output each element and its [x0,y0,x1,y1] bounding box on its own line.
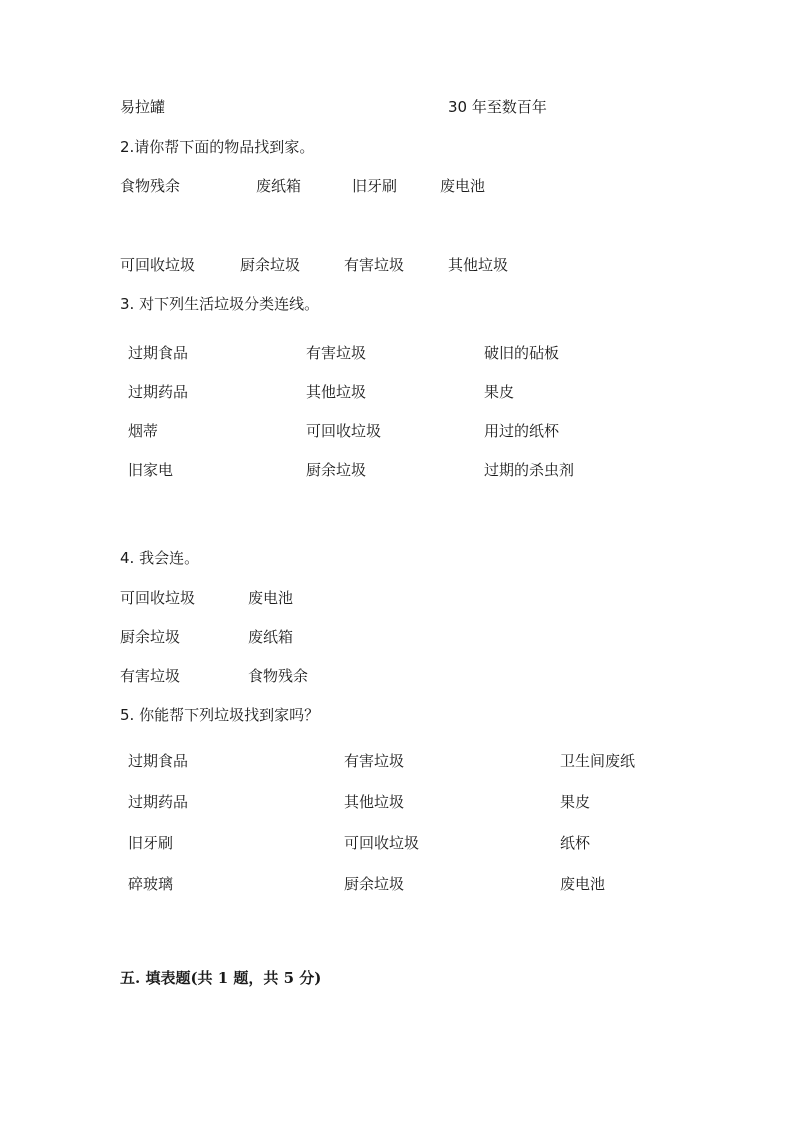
q4-left-item: 有害垃圾 [120,667,181,685]
q3-col1-item: 烟蒂 [128,422,159,440]
q5-col3-item: 废电池 [560,875,606,893]
q2-item: 食物残余 [120,177,181,195]
q5-col1-item: 碎玻璃 [128,875,174,893]
q3-col3-item: 用过的纸杯 [484,422,560,440]
q3-title: 3. 对下列生活垃圾分类连线。 [120,295,320,313]
q5-col1-item: 过期药品 [128,793,189,811]
q2-item: 废纸箱 [256,177,302,195]
q4-right-item: 废纸箱 [248,628,294,646]
q3-col2-item: 厨余垃圾 [306,461,367,479]
q4-left-item: 厨余垃圾 [120,628,181,646]
item-can: 易拉罐 [120,98,166,116]
q3-col2-item: 可回收垃圾 [306,422,382,440]
q3-col2-item: 其他垃圾 [306,383,367,401]
q5-col2-item: 厨余垃圾 [344,875,405,893]
q3-col1-item: 过期药品 [128,383,189,401]
q5-col2-item: 有害垃圾 [344,752,405,770]
q4-title: 4. 我会连。 [120,549,200,567]
q2-bin: 厨余垃圾 [240,256,301,274]
q4-left-item: 可回收垃圾 [120,589,196,607]
q4-right-item: 食物残余 [248,667,309,685]
q5-col2-item: 其他垃圾 [344,793,405,811]
q2-bin: 有害垃圾 [344,256,405,274]
q5-col1-item: 过期食品 [128,752,189,770]
section-heading: 五. 填表题(共 1 题，共 5 分) [120,969,322,987]
q5-col1-item: 旧牙刷 [128,834,174,852]
q2-title: 2.请你帮下面的物品找到家。 [120,138,315,156]
q3-col3-item: 过期的杀虫剂 [484,461,575,479]
q2-bin: 其他垃圾 [448,256,509,274]
q3-col3-item: 破旧的砧板 [484,344,560,362]
q5-col3-item: 卫生间废纸 [560,752,636,770]
q3-col1-item: 旧家电 [128,461,174,479]
q4-right-item: 废电池 [248,589,294,607]
q3-col2-item: 有害垃圾 [306,344,367,362]
q3-col1-item: 过期食品 [128,344,189,362]
q5-title: 5. 你能帮下列垃圾找到家吗？ [120,706,320,724]
decompose-time: 30 年至数百年 [448,98,547,116]
q2-item: 旧牙刷 [352,177,398,195]
q5-col3-item: 纸杯 [560,834,591,852]
q5-col3-item: 果皮 [560,793,591,811]
q2-item: 废电池 [440,177,486,195]
q3-col3-item: 果皮 [484,383,515,401]
q5-col2-item: 可回收垃圾 [344,834,420,852]
q2-bin: 可回收垃圾 [120,256,196,274]
